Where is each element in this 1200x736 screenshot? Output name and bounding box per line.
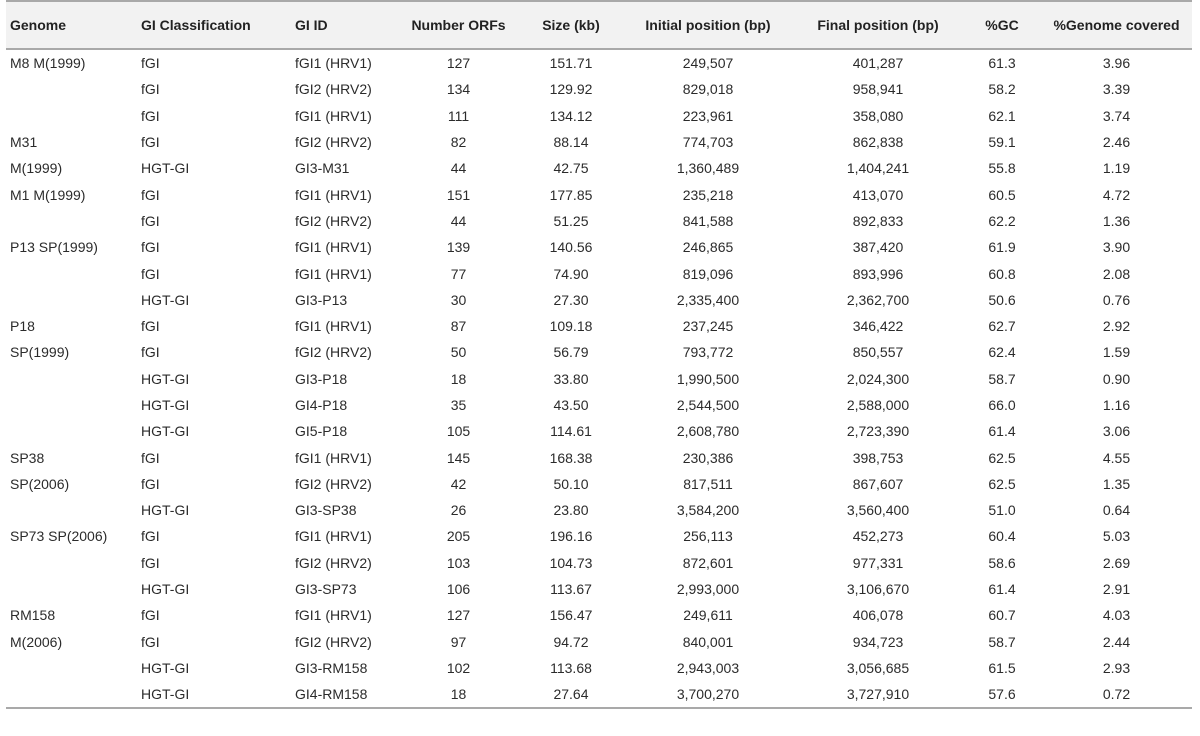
cell-genome-covered: 4.72 [1102, 186, 1131, 203]
cell-final-position: 3,727,910 [793, 681, 963, 708]
cell-final-position: 862,838 [852, 134, 904, 151]
cell-gi-id: fGI1 (HRV1) [295, 107, 372, 124]
cell-gi-classification: fGI [141, 475, 160, 492]
cell-gi-classification: HGT-GI [141, 659, 190, 676]
cell-size: 113.67 [550, 581, 592, 598]
cell-gi-id: fGI2 (HRV2) [295, 554, 372, 571]
cell-gc: 60.8 [988, 265, 1016, 282]
cell-initial-position: 230,386 [682, 449, 734, 466]
cell-gc: 61.4 [988, 581, 1016, 598]
cell-initial-position: 817,511 [683, 475, 733, 492]
cell-gi-classification: fGI [141, 212, 160, 229]
cell-gi-id: fGI1 (HRV1) [295, 607, 372, 624]
cell-number-orfs: 26 [450, 502, 467, 519]
cell-gi-id: fGI1 (HRV1) [295, 239, 372, 256]
cell-initial-position: 256,113 [683, 528, 733, 545]
cell-number-orfs: 18 [398, 681, 519, 708]
cell-gi-classification: HGT-GI [141, 160, 190, 177]
cell-gi-id: GI3-P13 [295, 291, 348, 308]
table-row [6, 76, 1192, 102]
cell-genome-covered: 2.92 [1102, 318, 1131, 335]
header-gi-id: GI ID [291, 1, 398, 49]
cell-size: 33.80 [553, 370, 589, 387]
cell-final-position: 850,557 [852, 344, 904, 361]
cell-number-orfs: 134 [446, 81, 471, 98]
cell-initial-position: 840,001 [682, 633, 734, 650]
table-row [6, 392, 1192, 418]
cell-gi-classification: fGI [141, 318, 160, 335]
table-row [6, 155, 1192, 181]
cell-final-position: 3,560,400 [846, 502, 910, 519]
table-body [6, 49, 1192, 708]
cell-genome [6, 260, 137, 286]
cell-genome: SP(2006) [10, 475, 70, 492]
cell-genome [6, 103, 137, 129]
cell-number-orfs: 139 [446, 239, 471, 256]
cell-genome [6, 497, 137, 523]
cell-size: 27.30 [553, 291, 589, 308]
cell-initial-position: 793,772 [682, 344, 734, 361]
cell-initial-position: 2,544,500 [676, 397, 740, 413]
cell-gi-classification: HGT-GI [141, 370, 190, 387]
header-number-orfs: Number ORFs [398, 1, 519, 49]
cell-gi-id: fGI1 (HRV1) [295, 449, 372, 466]
cell-genome-covered: 2.08 [1102, 265, 1131, 282]
cell-number-orfs: 30 [450, 291, 467, 308]
cell-genome [6, 287, 137, 313]
cell-number-orfs: 103 [446, 554, 471, 571]
cell-final-position: 2,723,390 [846, 423, 910, 440]
cell-gi-id: fGI2 (HRV2) [295, 81, 372, 98]
cell-gc: 60.5 [988, 186, 1016, 203]
cell-gc: 61.5 [988, 659, 1016, 676]
table-row [6, 208, 1192, 234]
cell-gc: 57.6 [963, 681, 1041, 708]
cell-genome [6, 418, 137, 444]
cell-genome [6, 655, 137, 681]
cell-initial-position: 829,018 [682, 81, 734, 98]
cell-number-orfs: 105 [446, 423, 471, 440]
cell-gi-id: GI3-M31 [295, 160, 350, 177]
cell-initial-position: 249,611 [683, 607, 733, 624]
cell-gc: 58.2 [988, 81, 1016, 98]
cell-initial-position: 872,601 [682, 554, 734, 571]
cell-number-orfs: 87 [450, 318, 467, 335]
table-row [6, 550, 1192, 576]
cell-size: 43.50 [553, 397, 589, 413]
header-genome-covered: %Genome covered [1041, 1, 1192, 49]
table-row [6, 103, 1192, 129]
cell-genome-covered: 0.90 [1102, 370, 1131, 387]
table-row [6, 471, 1192, 497]
cell-genome [6, 392, 137, 418]
cell-initial-position: 3,700,270 [623, 681, 793, 708]
cell-genome-covered: 5.03 [1102, 528, 1131, 545]
cell-genome [6, 681, 137, 708]
cell-number-orfs: 18 [450, 370, 467, 387]
table-row [6, 234, 1192, 260]
cell-genome [6, 366, 137, 392]
cell-gi-id: fGI2 (HRV2) [295, 344, 372, 361]
cell-number-orfs: 127 [446, 55, 471, 72]
cell-genome [6, 576, 137, 602]
cell-gi-classification: HGT-GI [141, 502, 190, 519]
table-row [6, 681, 1192, 708]
cell-gi-id: fGI1 (HRV1) [295, 528, 372, 545]
header-initial-position: Initial position (bp) [623, 1, 793, 49]
cell-size: 109.18 [549, 318, 593, 335]
cell-gi-classification: fGI [141, 528, 160, 545]
table-row [6, 260, 1192, 286]
cell-initial-position: 2,993,000 [676, 581, 740, 598]
cell-gc: 59.1 [988, 134, 1016, 151]
cell-number-orfs: 106 [446, 581, 471, 598]
cell-initial-position: 774,703 [682, 134, 734, 151]
cell-size: 113.68 [550, 659, 592, 676]
cell-number-orfs: 82 [450, 134, 467, 151]
cell-gc: 58.7 [988, 370, 1016, 387]
cell-final-position: 413,070 [852, 186, 904, 203]
cell-gi-id: GI3-RM158 [295, 659, 368, 676]
header-row [6, 1, 1192, 49]
cell-initial-position: 235,218 [682, 186, 734, 203]
cell-genome: M(2006) [10, 633, 63, 650]
cell-genome: SP38 [10, 449, 45, 466]
cell-genome-covered: 3.06 [1102, 423, 1131, 440]
cell-final-position: 406,078 [852, 607, 904, 624]
cell-genome-covered: 0.72 [1041, 681, 1192, 708]
cell-genome-covered: 3.96 [1102, 55, 1131, 72]
cell-gi-classification: fGI [141, 107, 160, 124]
cell-genome-covered: 0.76 [1102, 291, 1131, 308]
cell-number-orfs: 205 [446, 528, 471, 545]
genomic-islands-table [6, 0, 1192, 709]
cell-final-position: 398,753 [852, 449, 904, 466]
cell-genome-covered: 2.91 [1102, 581, 1131, 598]
cell-size: 51.25 [553, 212, 589, 229]
cell-gi-id: fGI2 (HRV2) [295, 212, 372, 229]
cell-genome-covered: 4.55 [1102, 449, 1131, 466]
cell-genome [6, 550, 137, 576]
cell-number-orfs: 35 [450, 397, 467, 413]
cell-size: 156.47 [549, 607, 593, 624]
cell-final-position: 1,404,241 [846, 160, 910, 177]
cell-number-orfs: 42 [450, 475, 467, 492]
cell-size: 140.56 [549, 239, 593, 256]
cell-final-position: 387,420 [852, 239, 904, 256]
table-row [6, 339, 1192, 365]
cell-final-position: 893,996 [852, 265, 904, 282]
cell-genome-covered: 2.46 [1102, 134, 1131, 151]
cell-gi-classification: fGI [141, 554, 160, 571]
cell-genome-covered: 2.44 [1102, 633, 1131, 650]
cell-initial-position: 246,865 [682, 239, 734, 256]
cell-genome-covered: 3.39 [1102, 81, 1131, 98]
cell-final-position: 401,287 [852, 55, 904, 72]
cell-genome: M(1999) [10, 160, 63, 177]
cell-gi-classification: fGI [141, 186, 160, 203]
cell-number-orfs: 44 [450, 160, 467, 177]
cell-initial-position: 3,584,200 [676, 502, 740, 519]
cell-size: 27.64 [519, 681, 623, 708]
cell-size: 56.79 [553, 344, 589, 361]
cell-gi-id: GI5-P18 [295, 423, 348, 440]
cell-size: 114.61 [550, 423, 592, 440]
cell-size: 129.92 [549, 81, 593, 98]
cell-final-position: 2,588,000 [846, 397, 910, 413]
cell-gc: 58.7 [988, 633, 1016, 650]
cell-gi-id: GI3-SP38 [295, 502, 357, 519]
cell-genome-covered: 3.90 [1102, 239, 1131, 256]
cell-number-orfs: 102 [446, 659, 471, 676]
cell-genome-covered: 4.03 [1102, 607, 1131, 624]
cell-gi-classification: fGI [141, 265, 160, 282]
cell-gi-classification: fGI [141, 607, 160, 624]
cell-gi-classification: HGT-GI [141, 581, 190, 598]
table-row [6, 313, 1192, 339]
cell-gi-classification: HGT-GI [137, 681, 291, 708]
cell-initial-position: 1,990,500 [676, 370, 740, 387]
table-row [6, 181, 1192, 207]
cell-gc: 62.7 [988, 318, 1016, 335]
cell-size: 151.71 [549, 55, 593, 72]
cell-size: 196.16 [549, 528, 593, 545]
cell-gc: 61.3 [988, 55, 1016, 72]
cell-final-position: 934,723 [852, 633, 904, 650]
cell-genome-covered: 1.35 [1102, 475, 1131, 492]
cell-final-position: 2,362,700 [846, 291, 910, 308]
cell-gi-id: fGI2 (HRV2) [295, 475, 372, 492]
cell-gi-id: GI3-P18 [295, 370, 348, 387]
cell-gc: 66.0 [988, 397, 1016, 413]
cell-genome-covered: 0.64 [1102, 502, 1131, 519]
cell-genome-covered: 1.59 [1102, 344, 1131, 361]
cell-genome [6, 208, 137, 234]
cell-genome: P13 SP(1999) [10, 239, 98, 256]
cell-number-orfs: 145 [446, 449, 471, 466]
cell-gi-classification: HGT-GI [141, 397, 190, 413]
cell-gi-id: GI3-SP73 [295, 581, 357, 598]
cell-gi-classification: fGI [141, 633, 160, 650]
cell-final-position: 3,106,670 [846, 581, 910, 598]
table-row [6, 655, 1192, 681]
cell-gi-id: fGI1 (HRV1) [295, 318, 372, 335]
cell-number-orfs: 151 [446, 186, 471, 203]
cell-size: 134.12 [549, 107, 593, 124]
cell-genome-covered: 1.19 [1102, 160, 1131, 177]
cell-gi-classification: fGI [141, 134, 160, 151]
cell-final-position: 867,607 [852, 475, 904, 492]
cell-gi-classification: HGT-GI [141, 423, 190, 440]
cell-number-orfs: 97 [450, 633, 467, 650]
cell-genome: M1 M(1999) [10, 186, 86, 203]
cell-initial-position: 2,335,400 [676, 291, 740, 308]
cell-final-position: 977,331 [852, 554, 904, 571]
cell-gc: 55.8 [988, 160, 1016, 177]
cell-gi-id: fGI2 (HRV2) [295, 633, 372, 650]
table-row [6, 366, 1192, 392]
cell-gi-classification: fGI [141, 81, 160, 98]
cell-initial-position: 2,943,003 [676, 659, 740, 676]
cell-gc: 62.1 [988, 107, 1016, 124]
cell-gi-id: fGI1 (HRV1) [295, 265, 372, 282]
cell-initial-position: 249,507 [682, 55, 734, 72]
cell-size: 94.72 [553, 633, 589, 650]
table-row [6, 497, 1192, 523]
cell-genome: SP(1999) [10, 344, 70, 361]
cell-size: 50.10 [553, 475, 589, 492]
cell-gc: 61.4 [988, 423, 1016, 440]
header-genome: Genome [6, 1, 137, 49]
cell-gi-classification: fGI [141, 239, 160, 256]
table-row [6, 49, 1192, 76]
cell-final-position: 452,273 [852, 528, 904, 545]
cell-size: 42.75 [553, 160, 589, 177]
cell-gi-id: fGI1 (HRV1) [295, 55, 372, 72]
header-gc: %GC [963, 1, 1041, 49]
cell-genome [6, 76, 137, 102]
cell-genome: SP73 SP(2006) [10, 528, 108, 545]
cell-size: 23.80 [553, 502, 589, 519]
cell-genome-covered: 1.36 [1102, 212, 1131, 229]
cell-number-orfs: 50 [450, 344, 467, 361]
cell-final-position: 3,056,685 [846, 659, 910, 676]
cell-gi-classification: fGI [141, 55, 160, 72]
cell-genome-covered: 1.16 [1102, 397, 1131, 413]
cell-gc: 62.2 [988, 212, 1016, 229]
cell-size: 74.90 [553, 265, 589, 282]
cell-gc: 60.4 [988, 528, 1016, 545]
cell-gi-id: fGI1 (HRV1) [295, 186, 372, 203]
cell-initial-position: 2,608,780 [676, 423, 740, 440]
cell-gi-id: GI4-P18 [295, 397, 348, 413]
cell-final-position: 2,024,300 [846, 370, 910, 387]
header-size: Size (kb) [519, 1, 623, 49]
cell-gc: 58.6 [988, 554, 1016, 571]
cell-gi-classification: HGT-GI [141, 291, 190, 308]
cell-size: 88.14 [553, 134, 589, 151]
cell-initial-position: 237,245 [682, 318, 734, 335]
cell-initial-position: 819,096 [682, 265, 734, 282]
table-row [6, 576, 1192, 602]
header-gi-classification: GI Classification [137, 1, 291, 49]
cell-genome: RM158 [10, 607, 56, 624]
cell-final-position: 358,080 [852, 107, 904, 124]
cell-size: 168.38 [549, 449, 593, 466]
cell-gc: 51.0 [988, 502, 1016, 519]
cell-gc: 62.5 [988, 449, 1016, 466]
cell-gc: 60.7 [988, 607, 1016, 624]
cell-number-orfs: 44 [450, 212, 467, 229]
cell-gi-id: fGI2 (HRV2) [295, 134, 372, 151]
cell-genome-covered: 2.69 [1102, 554, 1131, 571]
cell-number-orfs: 111 [447, 107, 470, 124]
cell-initial-position: 1,360,489 [676, 160, 740, 177]
cell-gi-id: GI4-RM158 [291, 681, 398, 708]
table-row [6, 523, 1192, 549]
cell-genome-covered: 2.93 [1102, 659, 1131, 676]
cell-final-position: 892,833 [852, 212, 904, 229]
table-row [6, 629, 1192, 655]
cell-initial-position: 223,961 [682, 107, 734, 124]
table-row [6, 129, 1192, 155]
cell-genome: M31 [10, 134, 38, 151]
cell-gc: 62.5 [988, 475, 1016, 492]
cell-gc: 61.9 [988, 239, 1016, 256]
cell-number-orfs: 127 [446, 607, 471, 624]
cell-size: 177.85 [549, 186, 593, 203]
cell-initial-position: 841,588 [682, 212, 734, 229]
cell-genome: P18 [10, 318, 35, 335]
table-row [6, 444, 1192, 470]
cell-size: 104.73 [549, 554, 593, 571]
cell-number-orfs: 77 [450, 265, 467, 282]
table-row [6, 602, 1192, 628]
table-row [6, 287, 1192, 313]
cell-genome-covered: 3.74 [1102, 107, 1131, 124]
cell-gi-classification: fGI [141, 344, 160, 361]
cell-genome: M8 M(1999) [10, 55, 86, 72]
cell-gc: 62.4 [988, 344, 1016, 361]
cell-gi-classification: fGI [141, 449, 160, 466]
table-row [6, 418, 1192, 444]
header-final-position: Final position (bp) [793, 1, 963, 49]
cell-final-position: 346,422 [852, 318, 904, 335]
cell-gc: 50.6 [988, 291, 1016, 308]
cell-final-position: 958,941 [852, 81, 904, 98]
